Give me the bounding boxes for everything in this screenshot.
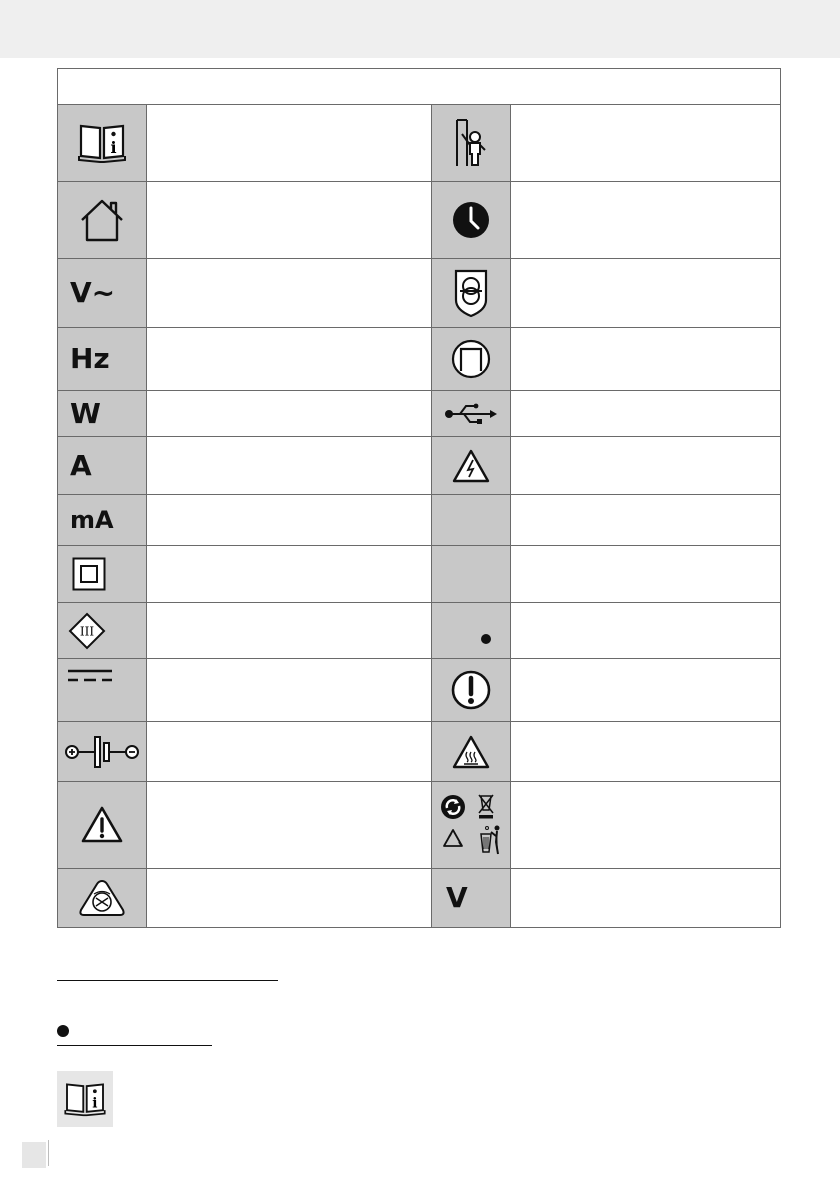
caution-exclamation-icon — [451, 670, 491, 710]
clock-icon — [452, 201, 490, 239]
icon-cell — [58, 495, 147, 545]
icon-cell — [58, 259, 147, 327]
safety-transformer-icon — [453, 268, 489, 318]
table-row — [58, 105, 780, 182]
ampere-symbol: A — [70, 448, 92, 482]
icon-cell — [58, 782, 147, 868]
icon-cell — [432, 328, 511, 390]
table-row — [58, 659, 780, 722]
table-row — [58, 391, 780, 437]
table-header-row — [58, 69, 780, 105]
icon-cell — [432, 391, 511, 436]
recycling-disposal-icon — [439, 792, 503, 858]
table-row — [58, 546, 780, 603]
symbol-table — [57, 68, 781, 928]
icon-cell — [58, 437, 147, 494]
table-row — [58, 182, 780, 259]
icon-cell — [432, 437, 511, 494]
icon-cell — [58, 391, 147, 436]
icon-cell — [58, 722, 147, 781]
page-number-divider — [48, 1140, 49, 1166]
book-info-icon — [77, 122, 127, 164]
page-header-band — [0, 0, 840, 58]
table-row — [58, 782, 780, 869]
icon-cell — [432, 869, 511, 927]
table-row — [58, 259, 780, 328]
icon-cell — [58, 105, 147, 181]
volt-dc-symbol: V — [446, 881, 468, 914]
page-number-tab — [22, 1142, 46, 1168]
short-circuit-transformer-icon — [451, 339, 491, 379]
child-safety-icon — [453, 118, 489, 168]
icon-cell — [432, 259, 511, 327]
icon-cell — [432, 546, 511, 602]
milliampere-symbol: mA — [70, 506, 114, 534]
table-row — [58, 328, 780, 391]
icon-cell — [432, 495, 511, 545]
table-row — [58, 495, 780, 546]
protection-class-iii-icon — [68, 612, 106, 650]
protection-class-ii-icon — [72, 557, 106, 591]
icon-cell — [432, 782, 511, 868]
svg-text:i: i — [110, 138, 117, 157]
table-row — [58, 869, 780, 927]
icon-cell — [58, 659, 147, 721]
bullet-icon — [57, 1025, 69, 1037]
dot-icon — [480, 633, 492, 645]
table-row — [58, 722, 780, 782]
svg-text:III: III — [79, 624, 95, 638]
table-row — [58, 437, 780, 495]
watt-symbol: W — [70, 396, 101, 430]
polarity-icon — [64, 735, 140, 769]
icon-cell — [58, 182, 147, 258]
table-row — [58, 603, 780, 659]
icon-cell — [432, 105, 511, 181]
icon-cell — [58, 869, 147, 927]
ufo-lamp-warning-icon — [78, 879, 126, 917]
volt-ac-symbol: V~ — [70, 276, 116, 309]
icon-cell — [58, 546, 147, 602]
warning-triangle-icon — [80, 805, 124, 845]
direct-current-icon — [68, 669, 112, 683]
subsection-heading-underline — [57, 1045, 212, 1046]
usb-icon — [444, 403, 498, 425]
book-info-icon — [61, 1081, 109, 1117]
house-icon — [79, 198, 125, 242]
section-heading-underline — [57, 980, 278, 981]
hot-surface-warning-icon — [451, 734, 491, 770]
icon-cell — [432, 182, 511, 258]
icon-cell — [58, 328, 147, 390]
hertz-symbol: Hz — [70, 342, 110, 375]
icon-cell — [58, 603, 147, 658]
svg-text:i: i — [92, 1095, 98, 1112]
icon-cell — [432, 603, 511, 658]
info-note-box — [57, 1071, 113, 1127]
icon-cell — [432, 659, 511, 721]
electric-shock-warning-icon — [451, 448, 491, 484]
icon-cell — [432, 722, 511, 781]
